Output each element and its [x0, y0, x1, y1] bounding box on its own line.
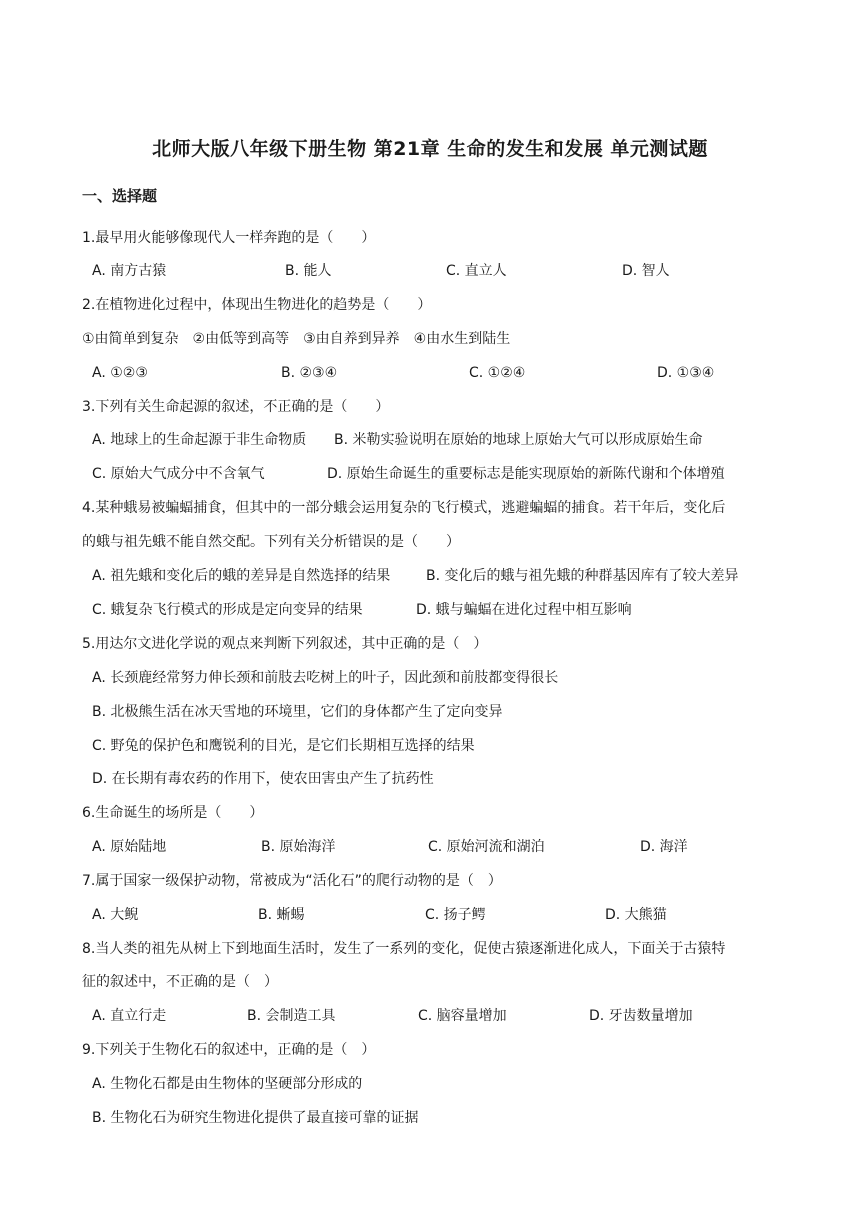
question-1-options — [92, 261, 792, 281]
question-5-option-b — [92, 702, 792, 722]
question-7-option-a: A. 大鲵 — [92, 907, 139, 923]
question-2-option-b: B. ②③④ — [281, 365, 338, 381]
question-3-options-row-2 — [92, 464, 792, 484]
question-6-option-d: D. 海洋 — [640, 839, 688, 855]
question-7-stem: 7.属于国家一级保护动物，常被成为“活化石”的爬行动物的是（ ） — [82, 873, 502, 889]
section-heading: 一、选择题 — [82, 187, 158, 205]
question-3-option-b: B. 米勒实验说明在原始的地球上原始大气可以形成原始生命 — [334, 432, 703, 448]
question-3-option-a: A. 地球上的生命起源于非生命物质 — [92, 432, 307, 448]
question-3-options-row-1 — [92, 430, 792, 450]
question-9-option-a — [92, 1074, 792, 1094]
question-5-stem: 5.用达尔文进化学说的观点来判断下列叙述，其中正确的是（ ） — [82, 636, 488, 652]
question-2-stem: 2.在植物进化过程中，体现出生物进化的趋势是（ ） — [82, 297, 432, 313]
question-2-options — [92, 363, 792, 383]
question-1-stem: 1.最早用火能够像现代人一样奔跑的是（ ） — [82, 230, 376, 246]
question-3-option-d: D. 原始生命诞生的重要标志是能实现原始的新陈代谢和个体增殖 — [327, 466, 725, 482]
question-5-option-a — [92, 668, 792, 688]
question-5-option-c — [92, 736, 792, 756]
question-5-option-d-text: D. 在长期有毒农药的作用下，使农田害虫产生了抗药性 — [92, 771, 434, 787]
question-5-option-a-text: A. 长颈鹿经常努力伸长颈和前肢去吃树上的叶子，因此颈和前肢都变得很长 — [92, 670, 559, 686]
question-8-option-d: D. 牙齿数量增加 — [589, 1008, 693, 1024]
question-4-option-c: C. 蛾复杂飞行模式的形成是定向变异的结果 — [92, 602, 363, 618]
question-4-options-row-1 — [92, 566, 792, 586]
question-9-option-b-text: B. 生物化石为研究生物进化提供了最直接可靠的证据 — [92, 1110, 419, 1126]
question-5-option-d — [92, 769, 792, 789]
question-4-option-b: B. 变化后的蛾与祖先蛾的种群基因库有了较大差异 — [426, 568, 739, 584]
question-1-option-d: D. 智人 — [622, 263, 670, 279]
question-7-option-b: B. 蜥蜴 — [258, 907, 305, 923]
question-6-stem: 6.生命诞生的场所是（ ） — [82, 805, 264, 821]
question-2-statements: ①由简单到复杂 ②由低等到高等 ③由自养到异养 ④由水生到陆生 — [82, 331, 511, 347]
question-9-stem: 9.下列关于生物化石的叙述中，正确的是（ ） — [82, 1042, 376, 1058]
question-2-option-c: C. ①②④ — [469, 365, 526, 381]
question-8-options — [92, 1006, 792, 1026]
question-2-option-a: A. ①②③ — [92, 365, 148, 381]
question-9-option-b — [92, 1108, 792, 1128]
document-title: 北师大版八年级下册生物 第21章 生命的发生和发展 单元测试题 — [152, 138, 708, 160]
question-7-option-c: C. 扬子鳄 — [425, 907, 486, 923]
question-3-stem: 3.下列有关生命起源的叙述，不正确的是（ ） — [82, 399, 390, 415]
question-8-option-a: A. 直立行走 — [92, 1008, 167, 1024]
question-9-option-a-text: A. 生物化石都是由生物体的坚硬部分形成的 — [92, 1076, 363, 1092]
question-4-option-d: D. 蛾与蝙蝠在进化过程中相互影响 — [416, 602, 632, 618]
question-6-options — [92, 837, 792, 857]
question-6-option-b: B. 原始海洋 — [261, 839, 336, 855]
question-4-stem-line-2: 的蛾与祖先蛾不能自然交配。下列有关分析错误的是（ ） — [82, 534, 460, 550]
question-6-option-a: A. 原始陆地 — [92, 839, 167, 855]
question-1-option-b: B. 能人 — [285, 263, 332, 279]
question-8-option-b: B. 会制造工具 — [247, 1008, 336, 1024]
question-1-option-a: A. 南方古猿 — [92, 263, 167, 279]
question-7-option-d: D. 大熊猫 — [605, 907, 667, 923]
question-7-options — [92, 905, 792, 925]
question-5-option-b-text: B. 北极熊生活在冰天雪地的环境里，它们的身体都产生了定向变异 — [92, 704, 503, 720]
question-4-stem-line-1: 4.某种蛾易被蝙蝠捕食，但其中的一部分蛾会运用复杂的飞行模式，逃避蝙蝠的捕食。若干年后，变化后 — [82, 500, 726, 516]
question-4-options-row-2 — [92, 600, 792, 620]
question-3-option-c: C. 原始大气成分中不含氧气 — [92, 466, 265, 482]
question-5-option-c-text: C. 野兔的保护色和鹰锐利的目光，是它们长期相互选择的结果 — [92, 738, 475, 754]
question-6-option-c: C. 原始河流和湖泊 — [428, 839, 545, 855]
question-4-option-a: A. 祖先蛾和变化后的蛾的差异是自然选择的结果 — [92, 568, 391, 584]
question-8-option-c: C. 脑容量增加 — [418, 1008, 507, 1024]
question-8-stem-line-2: 征的叙述中，不正确的是（ ） — [82, 974, 278, 990]
question-2-option-d: D. ①③④ — [657, 365, 715, 381]
question-8-stem-line-1: 8.当人类的祖先从树上下到地面生活时，发生了一系列的变化，促使古猿逐渐进化成人，下面关于古猿特 — [82, 941, 726, 957]
question-1-option-c: C. 直立人 — [446, 263, 507, 279]
